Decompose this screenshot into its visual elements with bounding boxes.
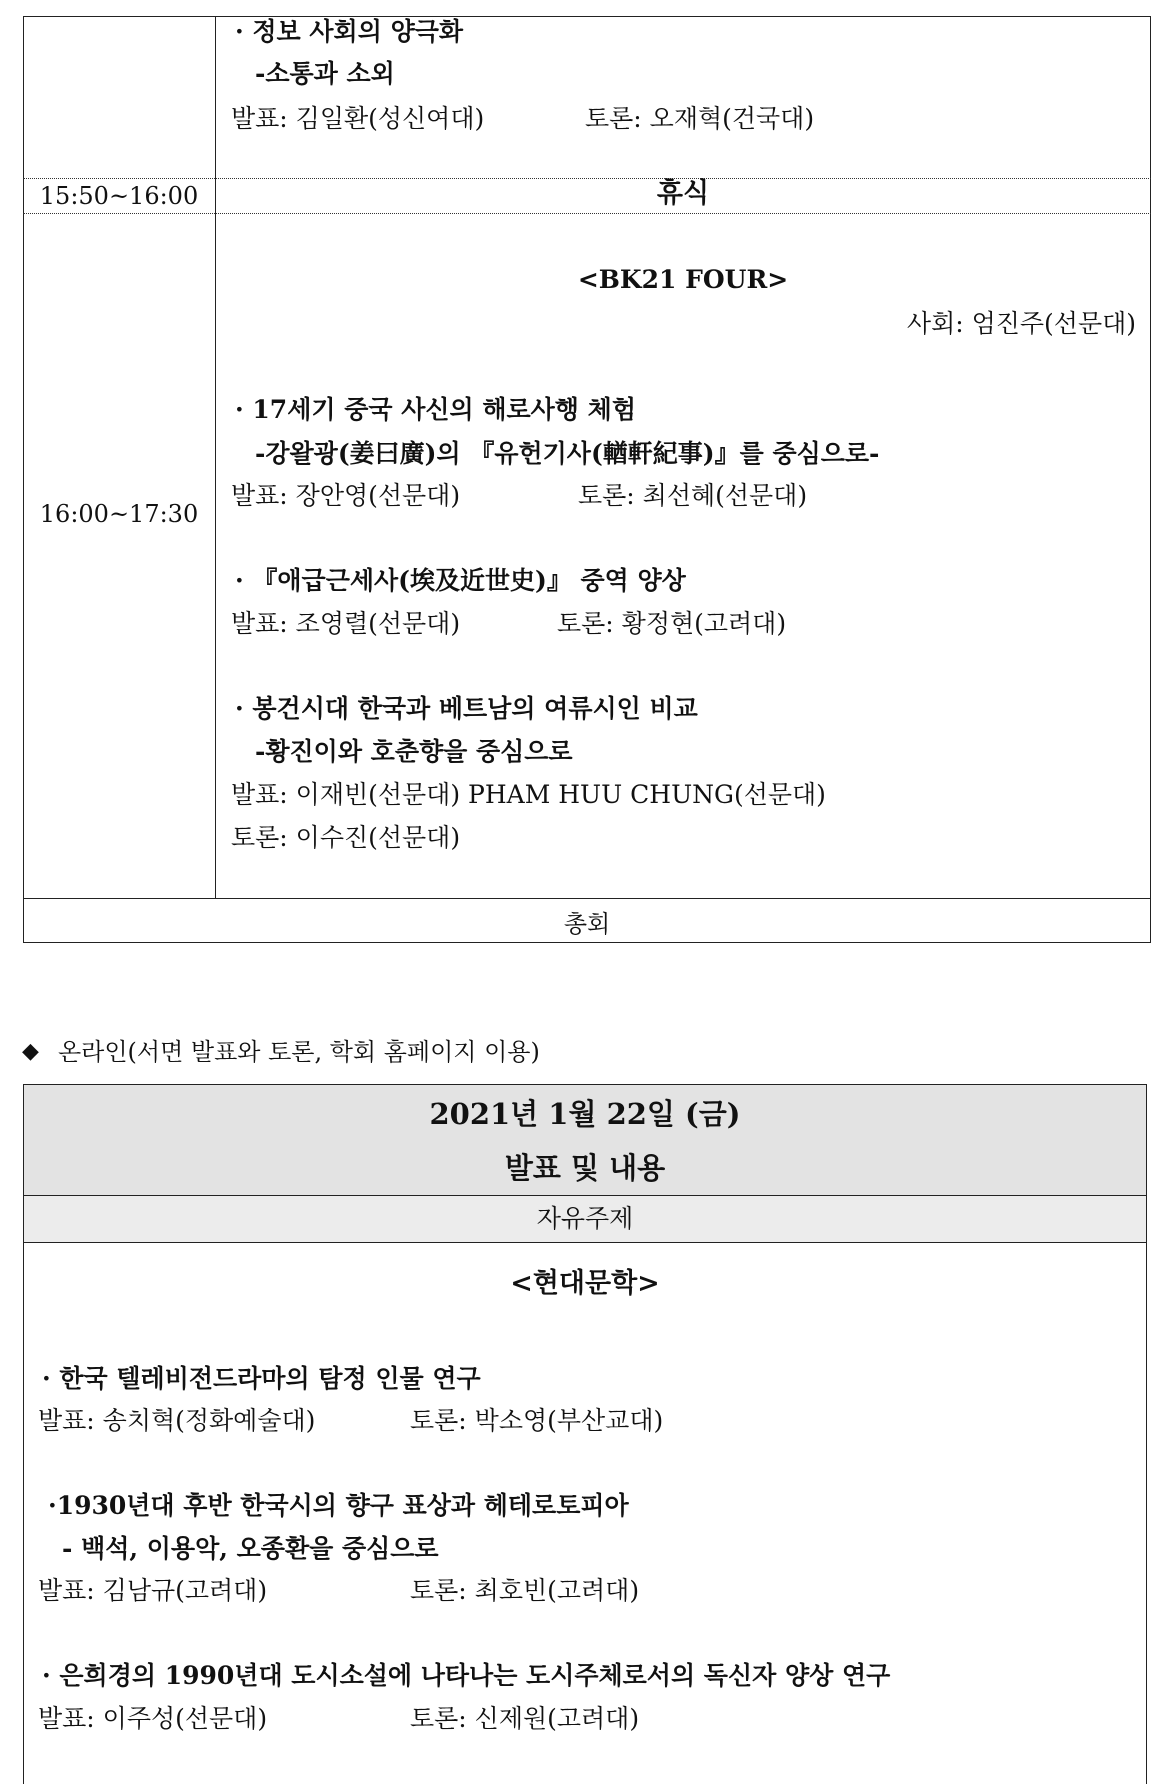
paper-subtitle: - 백석, 이용악, 오종환을 중심으로 xyxy=(62,1534,439,1563)
event-date: 2021년 1월 22일 (금) xyxy=(429,1097,741,1131)
discussant: 토론: 황정현(고려대) xyxy=(557,609,787,638)
row-divider xyxy=(23,1242,1147,1243)
session-title: · 정보 사회의 양극화 xyxy=(235,17,464,46)
discussant: 토론: 최호빈(고려대) xyxy=(410,1576,640,1605)
time-slot: 16:00~17:30 xyxy=(39,500,199,528)
presenter: 발표: 김일환(성신여대) xyxy=(231,104,485,133)
paper-subtitle: -황진이와 호춘향을 중심으로 xyxy=(255,737,573,766)
diamond-bullet-icon: ◆ xyxy=(22,1039,39,1064)
online-label: 온라인(서면 발표와 토론, 학회 홈페이지 이용) xyxy=(58,1038,540,1066)
section-heading: <BK21 FOUR> xyxy=(577,265,789,294)
paper-title: · 한국 텔레비전드라마의 탐정 인물 연구 xyxy=(42,1364,481,1393)
discussant: 토론: 신제원(고려대) xyxy=(410,1704,640,1733)
presenter: 발표: 송치혁(정화예술대) xyxy=(38,1406,316,1435)
presenter: 발표: 조영렬(선문대) xyxy=(231,609,461,638)
row-divider xyxy=(23,1195,1147,1196)
table-header-title: 발표 및 내용 xyxy=(504,1151,666,1185)
paper-title: · 『애급근세사(埃及近世史)』 중역 양상 xyxy=(235,566,686,595)
general-meeting: 총회 xyxy=(563,910,611,938)
paper-title: ·1930년대 후반 한국시의 향구 표상과 헤테로토피아 xyxy=(48,1491,629,1520)
row-divider xyxy=(23,213,1151,214)
moderator: 사회: 엄진주(선문대) xyxy=(906,309,1136,338)
discussant: 토론: 오재혁(건국대) xyxy=(585,104,815,133)
paper-title: · 봉건시대 한국과 베트남의 여류시인 비교 xyxy=(235,694,698,723)
discussant: 토론: 최선혜(선문대) xyxy=(578,481,808,510)
presenter: 발표: 이재빈(선문대) PHAM HUU CHUNG(선문대) xyxy=(231,780,826,809)
break-title: 휴식 xyxy=(656,178,710,209)
column-divider xyxy=(215,16,216,899)
discussant: 토론: 박소영(부산교대) xyxy=(410,1406,664,1435)
session-subtitle: -소통과 소외 xyxy=(255,59,395,88)
discussant: 토론: 이수진(선문대) xyxy=(231,823,461,852)
section-title: 자유주제 xyxy=(536,1204,634,1233)
section-heading: <현대문학> xyxy=(510,1268,660,1299)
presenter: 발표: 김남규(고려대) xyxy=(38,1576,268,1605)
paper-title: · 은희경의 1990년대 도시소설에 나타나는 도시주체로서의 독신자 양상 연구 xyxy=(42,1661,891,1690)
paper-title: · 17세기 중국 사신의 해로사행 체험 xyxy=(235,395,636,424)
presenter: 발표: 이주성(선문대) xyxy=(38,1704,268,1733)
presenter: 발표: 장안영(선문대) xyxy=(231,481,461,510)
row-divider xyxy=(23,898,1151,899)
paper-subtitle: -강왈광(姜曰廣)의 『유헌기사(輶軒紀事)』를 중심으로- xyxy=(255,439,880,468)
time-slot: 15:50~16:00 xyxy=(39,182,199,210)
